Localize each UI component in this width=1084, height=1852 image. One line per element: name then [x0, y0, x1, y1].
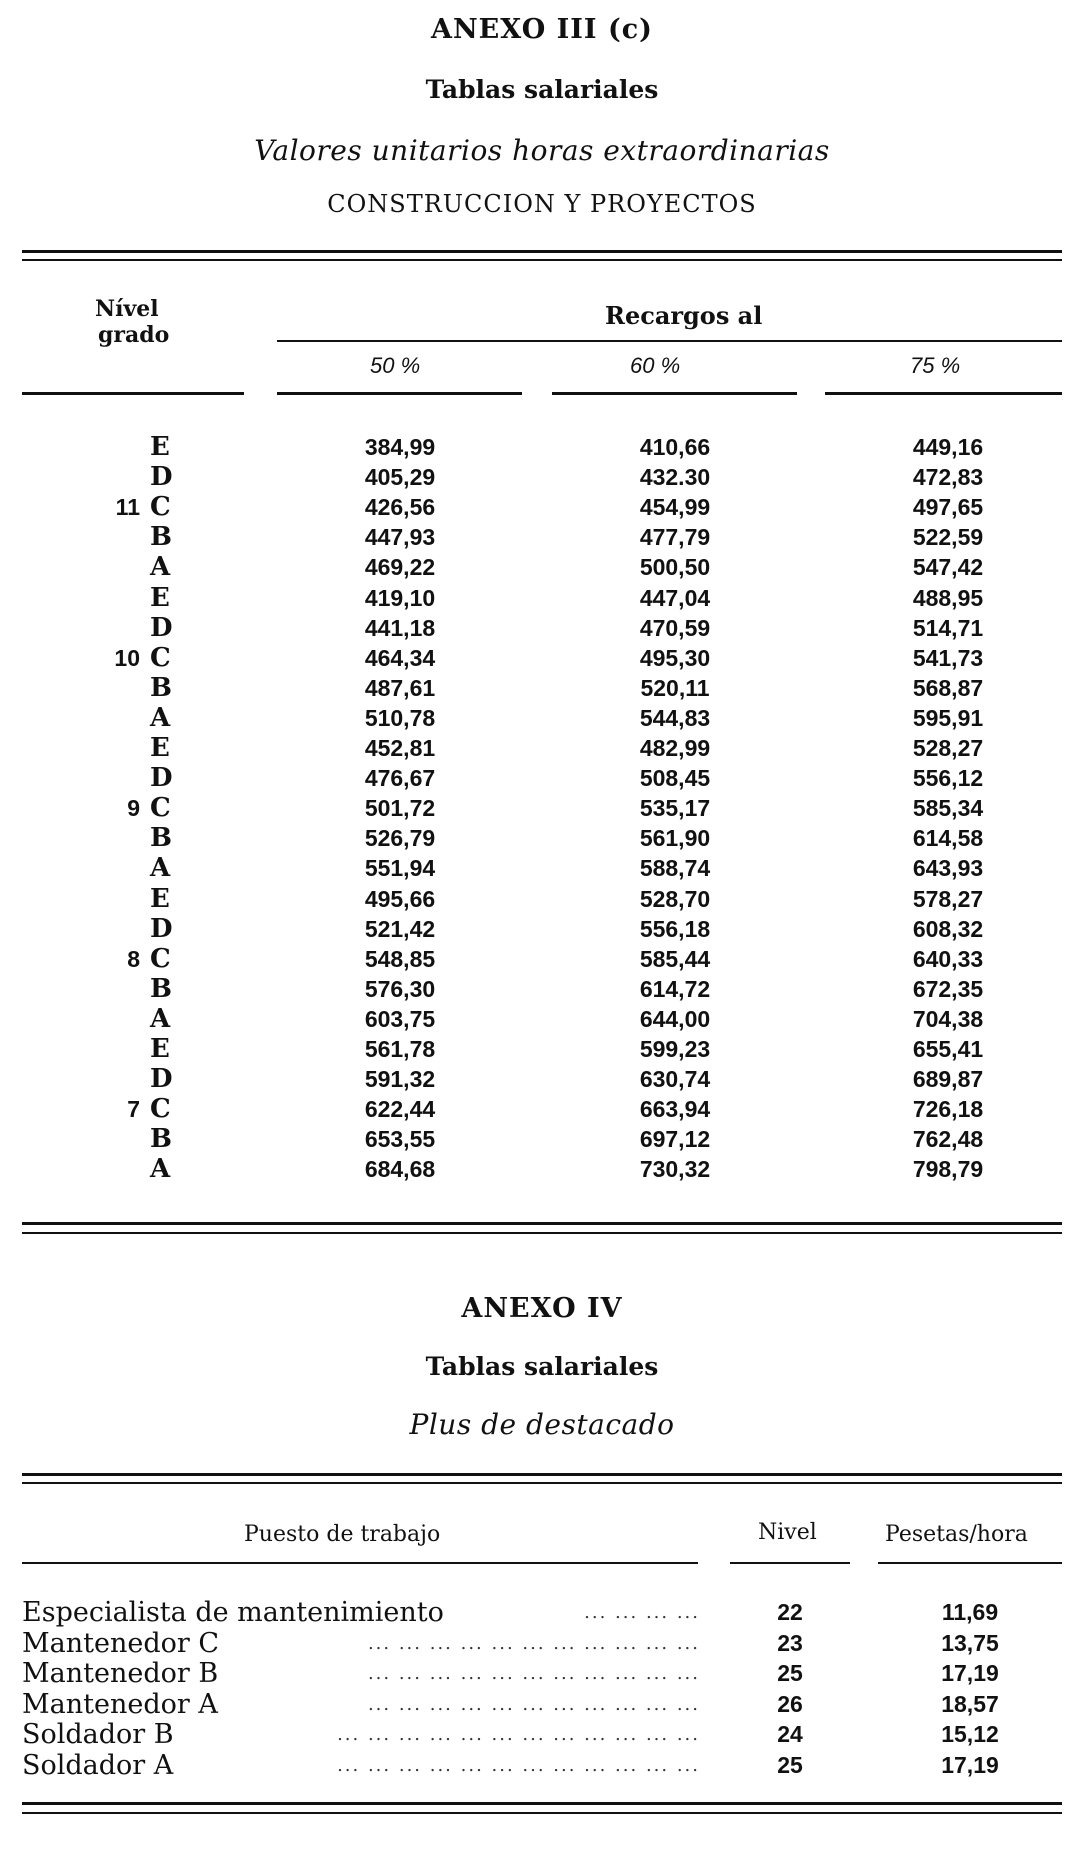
- header-rule-50: [277, 392, 522, 395]
- cell-75: 614,58: [912, 825, 984, 851]
- cell-50: 464,34: [364, 645, 436, 671]
- header-rule-75: [825, 392, 1062, 395]
- cell-50: 526,79: [364, 825, 436, 851]
- header-pesetas: Pesetas/hora: [885, 1522, 1028, 1547]
- cell-60: 520,11: [640, 675, 710, 701]
- job-name: Soldador A: [22, 1750, 174, 1781]
- cell-50: 487,61: [364, 675, 436, 701]
- cell-60: 495,30: [639, 645, 711, 671]
- cell-75: 726,18: [912, 1096, 984, 1122]
- cell-75: 541,73: [912, 645, 984, 671]
- row-grade: B: [150, 522, 172, 552]
- header-col-75: 75 %: [910, 353, 961, 378]
- header-rule-level: [22, 392, 244, 395]
- leader-dots: ... ... ... ...: [584, 1602, 700, 1623]
- row-grade: C: [150, 492, 171, 522]
- cell-50: 501,72: [364, 795, 436, 821]
- row-level: 10: [114, 645, 140, 671]
- row-grade: B: [150, 1124, 172, 1154]
- cell-50: 653,55: [364, 1126, 436, 1152]
- anexo4-title: ANEXO IV: [461, 1293, 623, 1324]
- leader-dots: ... ... ... ... ... ... ... ... ... ... ... ...: [337, 1724, 700, 1745]
- cell-75: 488,95: [912, 585, 984, 611]
- cell-50: 576,30: [364, 976, 436, 1002]
- cell-75: 585,34: [912, 795, 984, 821]
- cell-50: 476,67: [364, 765, 436, 791]
- row-level: 8: [127, 946, 140, 972]
- cell-50: 452,81: [364, 735, 436, 761]
- cell-60: 410,66: [639, 434, 711, 460]
- row-grade: A: [150, 703, 171, 733]
- row-grade: C: [150, 1094, 171, 1124]
- cell-75: 497,65: [912, 494, 984, 520]
- cell-60: 599,23: [639, 1036, 711, 1062]
- job-level: 26: [777, 1691, 803, 1717]
- header-grado: grado: [98, 322, 170, 348]
- cell-60: 500,50: [639, 554, 711, 580]
- cell-75: 608,32: [912, 916, 984, 942]
- row-grade: B: [150, 673, 172, 703]
- cell-75: 762,48: [912, 1126, 984, 1152]
- cell-75: 578,27: [912, 886, 984, 912]
- table1-top-rule: [22, 250, 1062, 253]
- cell-50: 495,66: [364, 886, 436, 912]
- header-rule-60: [552, 392, 797, 395]
- header-nivel: Nível: [95, 296, 159, 322]
- cell-60: 644,00: [639, 1006, 711, 1032]
- cell-60: 730,32: [639, 1156, 711, 1182]
- cell-60: 447,04: [639, 585, 711, 611]
- row-grade: D: [150, 763, 173, 793]
- job-level: 25: [777, 1752, 803, 1778]
- cell-75: 643,93: [912, 855, 984, 881]
- job-name: Mantenedor A: [22, 1689, 218, 1720]
- table1-top-rule-2: [22, 259, 1062, 261]
- header2-rule-level: [730, 1562, 850, 1564]
- table1-bottom-rule: [22, 1222, 1062, 1225]
- row-grade: C: [150, 643, 171, 673]
- anexo3-italic-title: Valores unitarios horas extraordinarias: [254, 134, 830, 167]
- row-level: 9: [127, 795, 140, 821]
- header-nivel-2: Nivel: [758, 1520, 817, 1545]
- cell-50: 426,56: [364, 494, 436, 520]
- cell-75: 449,16: [912, 434, 984, 460]
- cell-75: 595,91: [912, 705, 984, 731]
- row-grade: D: [150, 613, 173, 643]
- cell-50: 521,42: [364, 916, 436, 942]
- cell-50: 684,68: [364, 1156, 436, 1182]
- job-rate: 11,69: [941, 1599, 999, 1625]
- row-grade: A: [150, 1154, 171, 1184]
- row-grade: A: [150, 853, 171, 883]
- anexo3-section: CONSTRUCCION Y PROYECTOS: [327, 190, 757, 218]
- anexo3-subtitle: Tablas salariales: [425, 75, 659, 104]
- cell-60: 454,99: [639, 494, 711, 520]
- cell-75: 672,35: [912, 976, 984, 1002]
- job-name: Especialista de mantenimiento: [22, 1597, 444, 1628]
- cell-50: 561,78: [364, 1036, 436, 1062]
- row-level: 7: [127, 1096, 140, 1122]
- leader-dots: ... ... ... ... ... ... ... ... ... ... ...: [367, 1663, 700, 1684]
- header-col-60: 60 %: [630, 353, 681, 378]
- cell-50: 441,18: [364, 615, 436, 641]
- cell-60: 630,74: [639, 1066, 711, 1092]
- leader-dots: ... ... ... ... ... ... ... ... ... ... ...: [367, 1694, 700, 1715]
- cell-50: 551,94: [364, 855, 436, 881]
- job-name: Mantenedor C: [22, 1628, 220, 1659]
- row-grade: C: [150, 793, 171, 823]
- cell-60: 432.30: [639, 464, 711, 490]
- cell-75: 568,87: [912, 675, 984, 701]
- cell-60: 561,90: [639, 825, 711, 851]
- cell-75: 556,12: [912, 765, 984, 791]
- header2-rule-rate: [878, 1562, 1062, 1564]
- cell-60: 588,74: [639, 855, 711, 881]
- row-grade: D: [150, 914, 173, 944]
- row-grade: B: [150, 823, 172, 853]
- table1-bottom-rule-2: [22, 1232, 1062, 1234]
- cell-75: 640,33: [912, 946, 984, 972]
- header-puesto: Puesto de trabajo: [244, 1522, 441, 1547]
- row-grade: D: [150, 1064, 173, 1094]
- table2-top-rule-2: [22, 1482, 1062, 1484]
- cell-50: 469,22: [364, 554, 436, 580]
- cell-75: 547,42: [912, 554, 984, 580]
- row-grade: E: [150, 733, 170, 763]
- header-recargos: Recargos al: [605, 301, 763, 330]
- cell-60: 556,18: [639, 916, 711, 942]
- cell-50: 603,75: [364, 1006, 436, 1032]
- job-rate: 17,19: [941, 1752, 999, 1778]
- row-grade: D: [150, 462, 173, 492]
- cell-50: 591,32: [364, 1066, 436, 1092]
- cell-60: 470,59: [639, 615, 711, 641]
- row-grade: E: [150, 1034, 170, 1064]
- header2-rule-job: [22, 1562, 698, 1564]
- cell-75: 689,87: [912, 1066, 984, 1092]
- cell-50: 548,85: [364, 946, 436, 972]
- cell-60: 585,44: [639, 946, 711, 972]
- row-level: 11: [115, 494, 140, 520]
- cell-50: 510,78: [364, 705, 436, 731]
- job-rate: 13,75: [941, 1630, 999, 1656]
- row-grade: B: [150, 974, 172, 1004]
- table2-bottom-rule-2: [22, 1812, 1062, 1814]
- row-grade: E: [150, 884, 170, 914]
- cell-50: 384,99: [364, 434, 436, 460]
- anexo3-title: ANEXO III (c): [431, 14, 653, 45]
- cell-50: 405,29: [364, 464, 436, 490]
- job-level: 25: [777, 1660, 803, 1686]
- job-level: 23: [777, 1630, 803, 1656]
- cell-75: 704,38: [912, 1006, 984, 1032]
- job-rate: 15,12: [941, 1721, 999, 1747]
- cell-50: 419,10: [364, 585, 436, 611]
- job-level: 24: [777, 1721, 803, 1747]
- cell-50: 447,93: [364, 524, 436, 550]
- cell-75: 528,27: [912, 735, 984, 761]
- row-grade: A: [150, 552, 171, 582]
- row-grade: E: [150, 432, 170, 462]
- row-grade: A: [150, 1004, 171, 1034]
- cell-75: 798,79: [912, 1156, 984, 1182]
- job-name: Soldador B: [22, 1719, 174, 1750]
- row-grade: C: [150, 944, 171, 974]
- cell-60: 697,12: [639, 1126, 711, 1152]
- cell-60: 614,72: [639, 976, 711, 1002]
- job-rate: 18,57: [941, 1691, 999, 1717]
- header-group-rule: [277, 340, 1062, 342]
- cell-60: 535,17: [639, 795, 711, 821]
- cell-75: 655,41: [912, 1036, 984, 1062]
- cell-60: 477,79: [639, 524, 711, 550]
- cell-75: 472,83: [912, 464, 984, 490]
- cell-60: 663,94: [639, 1096, 711, 1122]
- leader-dots: ... ... ... ... ... ... ... ... ... ... ... ...: [337, 1755, 700, 1776]
- anexo4-italic-title: Plus de destacado: [409, 1408, 675, 1441]
- leader-dots: ... ... ... ... ... ... ... ... ... ... ...: [367, 1633, 700, 1654]
- row-grade: E: [150, 583, 170, 613]
- anexo4-subtitle: Tablas salariales: [425, 1352, 659, 1381]
- cell-60: 528,70: [639, 886, 711, 912]
- table2-top-rule: [22, 1473, 1062, 1476]
- cell-75: 522,59: [912, 524, 984, 550]
- cell-75: 514,71: [912, 615, 984, 641]
- job-rate: 17,19: [941, 1660, 999, 1686]
- cell-60: 482,99: [639, 735, 711, 761]
- header-col-50: 50 %: [370, 353, 421, 378]
- cell-60: 508,45: [639, 765, 711, 791]
- job-name: Mantenedor B: [22, 1658, 219, 1689]
- cell-60: 544,83: [639, 705, 711, 731]
- cell-50: 622,44: [364, 1096, 436, 1122]
- table2-bottom-rule: [22, 1802, 1062, 1805]
- job-level: 22: [777, 1599, 803, 1625]
